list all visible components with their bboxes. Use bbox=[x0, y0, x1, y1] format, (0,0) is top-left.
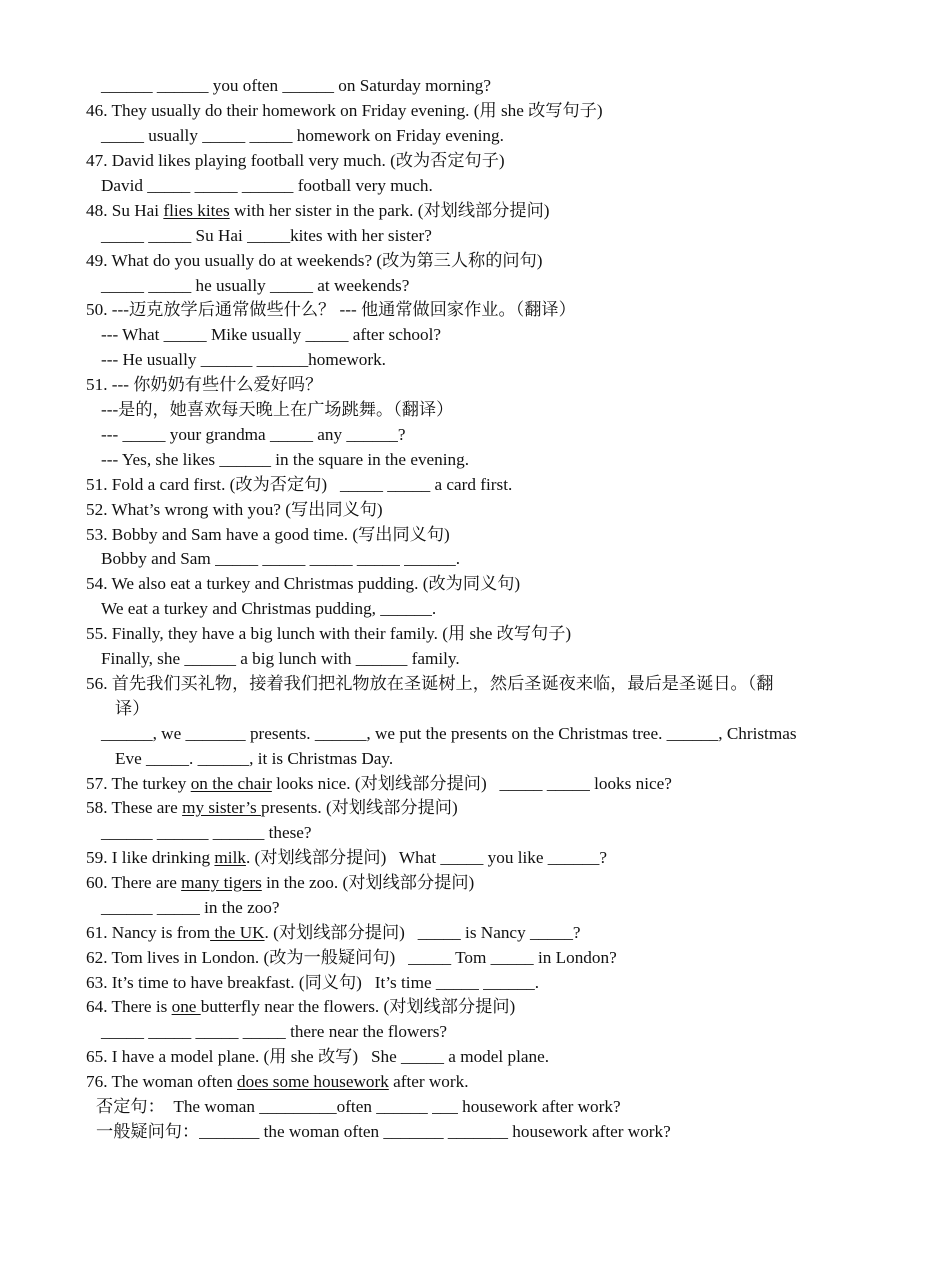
q76-question-line: 一般疑问句：_______ the woman often _______ _______ housework after work? bbox=[96, 1122, 671, 1141]
q49-blank-line: _____ _____ he usually _____ at weekends? bbox=[101, 276, 410, 295]
q47-blank-line: David _____ _____ ______ football very much. bbox=[101, 176, 433, 195]
q64-blank-line: _____ _____ _____ _____ there near the flowers? bbox=[101, 1022, 448, 1041]
q56-prompt: 56. 首先我们买礼物，接着我们把礼物放在圣诞树上，然后圣诞夜来临，最后是圣诞日。（翻 bbox=[86, 674, 774, 693]
underlined-phrase: milk bbox=[214, 848, 246, 867]
q62-prompt: 62. Tom lives in London. (改为一般疑问句) _____ Tom _____ in London? bbox=[86, 948, 617, 967]
q55-blank-line: Finally, she ______ a big lunch with ______ family. bbox=[101, 649, 460, 668]
q48-prompt: 48. Su Hai flies kites with her sister in the park. (对划线部分提问) bbox=[86, 201, 550, 220]
q60-prompt: 60. There are many tigers in the zoo. (对划线部分提问) bbox=[86, 873, 475, 892]
q45-blank-line: ______ ______ you often ______ on Saturday morning? bbox=[101, 76, 492, 95]
underlined-phrase: flies kites bbox=[163, 201, 230, 220]
q49-prompt: 49. What do you usually do at weekends? (改为第三人称的问句) bbox=[86, 251, 543, 270]
q51-prompt: 51. --- 你奶奶有些什么爱好吗？ bbox=[86, 375, 323, 394]
q56-blank-line-2: Eve _____. ______, it is Christmas Day. bbox=[115, 749, 394, 768]
q48-blank-line: _____ _____ Su Hai _____kites with her sister? bbox=[101, 226, 432, 245]
q50-prompt: 50. ---迈克放学后通常做些什么？ --- 他通常做回家作业。（翻译） bbox=[86, 300, 576, 319]
q63-prompt: 63. It’s time to have breakfast. (同义句) It’s time _____ ______. bbox=[86, 973, 540, 992]
q53-blank-line: Bobby and Sam _____ _____ _____ _____ ______. bbox=[101, 549, 461, 568]
q47-prompt: 47. David likes playing football very much. (改为否定句子) bbox=[86, 151, 505, 170]
q56-blank-line-1: ______, we _______ presents. ______, we put the presents on the Christmas tree. ______, Christmas bbox=[101, 724, 797, 743]
q58-prompt: 58. These are my sister’s presents. (对划线部分提问) bbox=[86, 798, 458, 817]
q51-prompt-2: ---是的，她喜欢每天晚上在广场跳舞。（翻译） bbox=[101, 400, 454, 419]
underlined-phrase: does some housework bbox=[237, 1072, 389, 1091]
q50-blank-line-1: --- What _____ Mike usually _____ after school? bbox=[101, 325, 442, 344]
q56-prompt-cont: 译） bbox=[115, 699, 150, 718]
q60-blank-line: ______ _____ in the zoo? bbox=[101, 898, 280, 917]
q55-prompt: 55. Finally, they have a big lunch with their family. (用 she 改写句子) bbox=[86, 624, 572, 643]
q52-prompt: 52. What’s wrong with you? (写出同义句) bbox=[86, 500, 383, 519]
underlined-phrase: one bbox=[171, 997, 201, 1016]
underlined-phrase: the UK bbox=[210, 923, 265, 942]
q54-blank-line: We eat a turkey and Christmas pudding, ______. bbox=[101, 599, 437, 618]
q64-prompt: 64. There is one butterfly near the flowers. (对划线部分提问) bbox=[86, 997, 516, 1016]
q46-prompt: 46. They usually do their homework on Friday evening. (用 she 改写句子) bbox=[86, 101, 603, 120]
q76-prompt: 76. The woman often does some housework after work. bbox=[86, 1072, 469, 1091]
q57-prompt: 57. The turkey on the chair looks nice. (对划线部分提问) _____ _____ looks nice? bbox=[86, 774, 672, 793]
q53-prompt: 53. Bobby and Sam have a good time. (写出同义句) bbox=[86, 525, 450, 544]
q51b-prompt: 51. Fold a card first. (改为否定句) _____ _____ a card first. bbox=[86, 475, 513, 494]
q50-blank-line-2: --- He usually ______ ______homework. bbox=[101, 350, 386, 369]
q51-blank-line-2: --- Yes, she likes ______ in the square in the evening. bbox=[101, 450, 470, 469]
underlined-phrase: on the chair bbox=[190, 774, 272, 793]
underlined-phrase: my sister’s bbox=[182, 798, 262, 817]
underlined-phrase: many tigers bbox=[181, 873, 262, 892]
q58-blank-line: ______ ______ ______ these? bbox=[101, 823, 312, 842]
q76-negative-line: 否定句： The woman _________often ______ ___ housework after work? bbox=[96, 1097, 621, 1116]
q54-prompt: 54. We also eat a turkey and Christmas pudding. (改为同义句) bbox=[86, 574, 521, 593]
q46-blank-line: _____ usually _____ _____ homework on Friday evening. bbox=[101, 126, 504, 145]
q65-prompt: 65. I have a model plane. (用 she 改写) She _____ a model plane. bbox=[86, 1047, 549, 1066]
q61-prompt: 61. Nancy is from the UK. (对划线部分提问) _____ is Nancy _____? bbox=[86, 923, 581, 942]
q59-prompt: 59. I like drinking milk. (对划线部分提问) What _____ you like ______? bbox=[86, 848, 607, 867]
q51-blank-line-1: --- _____ your grandma _____ any ______? bbox=[101, 425, 406, 444]
